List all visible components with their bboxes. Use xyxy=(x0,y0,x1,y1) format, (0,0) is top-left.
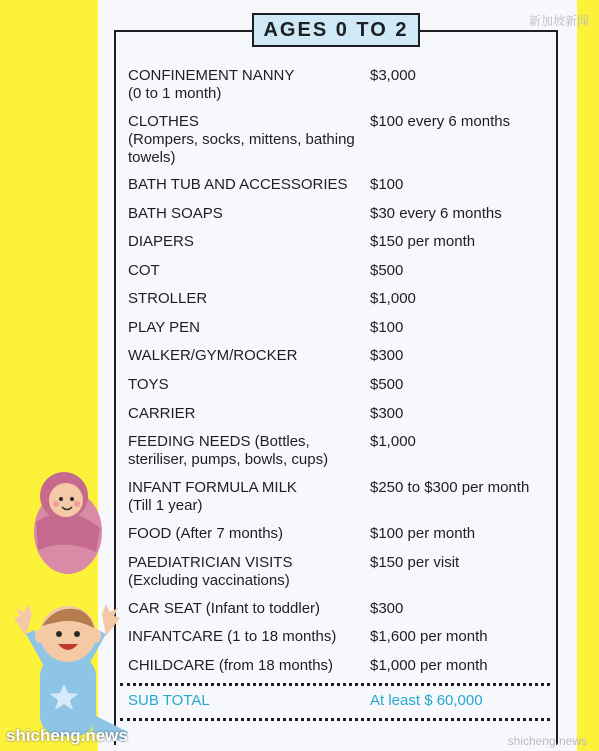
background-strip xyxy=(577,0,599,751)
subtotal-label: SUB TOTAL xyxy=(128,692,210,709)
divider xyxy=(120,683,550,686)
watermark-bottom-left: shicheng.news xyxy=(6,726,128,745)
watermark-bottom-right: shicheng.news xyxy=(507,734,587,748)
swaddled-baby-icon xyxy=(22,462,106,576)
watermark-top: 新加坡新闻 xyxy=(528,14,589,28)
subtotal-value: At least $ 60,000 xyxy=(370,692,483,709)
divider xyxy=(120,718,550,721)
page-title: AGES 0 TO 2 xyxy=(252,13,420,47)
